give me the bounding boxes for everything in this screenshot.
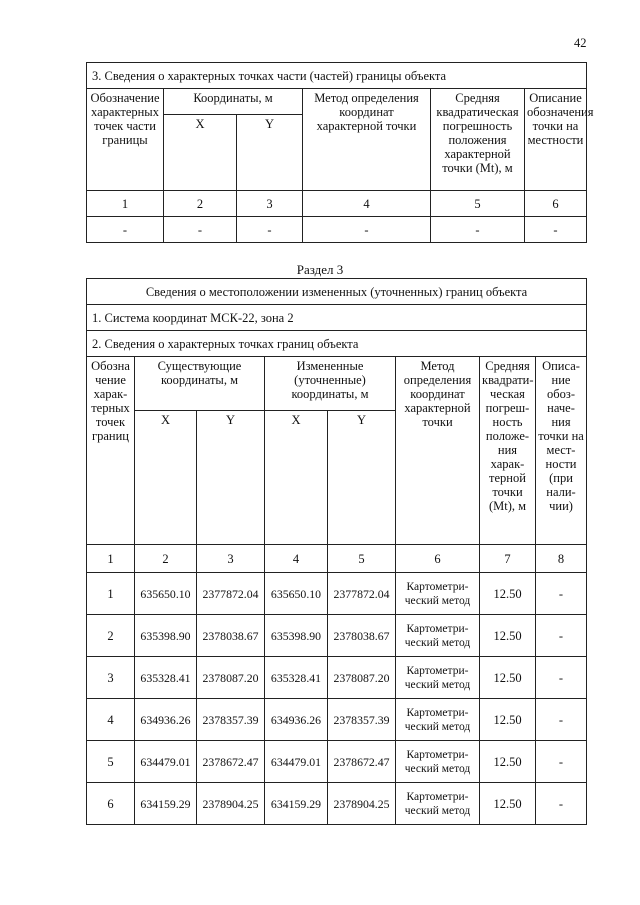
table-cell: 2378087.20 <box>197 657 265 699</box>
table-row <box>87 217 587 243</box>
table-cell: - <box>87 217 164 243</box>
table-cell: 2377872.04 <box>328 573 396 615</box>
header-x: X <box>164 115 237 191</box>
table-cell: 634936.26 <box>135 699 197 741</box>
table-cell: 2378038.67 <box>328 615 396 657</box>
header-description: Описа-ние обоз-наче-ния точки на мест-ности (при нали-чии) <box>536 357 587 545</box>
header-point-designation: Обозначение характерных точек части границы <box>87 89 164 191</box>
table-cell: 635398.90 <box>265 615 328 657</box>
col-num: 3 <box>237 191 303 217</box>
point-number-cell: 3 <box>87 657 135 699</box>
table-cell: 2378904.25 <box>197 783 265 825</box>
col-num: 1 <box>87 191 164 217</box>
table-cell: 12.50 <box>480 699 536 741</box>
table-cell: 635398.90 <box>135 615 197 657</box>
table-cell: 12.50 <box>480 783 536 825</box>
table-cell: 634479.01 <box>135 741 197 783</box>
column-numbers-row <box>87 191 587 217</box>
table-cell: - <box>303 217 431 243</box>
table-cell: 2378357.39 <box>197 699 265 741</box>
part-boundary-points-table <box>86 62 594 243</box>
table-cell: - <box>536 657 587 699</box>
header-method: Метод определения координат характерной точки <box>303 89 431 191</box>
table-cell: 634159.29 <box>265 783 328 825</box>
header-point-designation: Обозна чение харак-терных точек границ <box>87 357 135 545</box>
table-cell: 634479.01 <box>265 741 328 783</box>
part3-title: 3. Сведения о характерных точках части (частей) границы объекта <box>87 63 587 89</box>
table-cell: 12.50 <box>480 741 536 783</box>
table-row <box>87 615 587 657</box>
table-cell: 12.50 <box>480 657 536 699</box>
col-num: 3 <box>197 545 265 573</box>
table-cell: - <box>525 217 587 243</box>
header-y: Y <box>197 411 265 545</box>
table-cell: - <box>164 217 237 243</box>
col-num: 4 <box>303 191 431 217</box>
table-cell: 12.50 <box>480 615 536 657</box>
table-cell: - <box>431 217 525 243</box>
point-number-cell: 1 <box>87 573 135 615</box>
table-cell: 635328.41 <box>265 657 328 699</box>
method-cell: Картометри-ческий метод <box>396 741 480 783</box>
header-y: Y <box>328 411 396 545</box>
col-num: 1 <box>87 545 135 573</box>
table-cell: - <box>536 741 587 783</box>
table-cell: - <box>536 615 587 657</box>
table-cell: 635650.10 <box>135 573 197 615</box>
table-cell: 2378038.67 <box>197 615 265 657</box>
table-cell: - <box>536 783 587 825</box>
table-cell: - <box>536 699 587 741</box>
table-row <box>87 573 587 615</box>
col-num: 6 <box>396 545 480 573</box>
header-error: Средняя квадрати-ческая погреш-ность положе-ния харак-терной точки (Mt), м <box>480 357 536 545</box>
col-num: 5 <box>431 191 525 217</box>
table-cell: 634936.26 <box>265 699 328 741</box>
col-num: 8 <box>536 545 587 573</box>
col-num: 2 <box>164 191 237 217</box>
method-cell: Картометри-ческий метод <box>396 699 480 741</box>
table-cell: 2378357.39 <box>328 699 396 741</box>
col-num: 6 <box>525 191 587 217</box>
header-x: X <box>135 411 197 545</box>
method-cell: Картометри-ческий метод <box>396 783 480 825</box>
table-row <box>87 783 587 825</box>
header-existing-coordinates: Существующие координаты, м <box>135 357 265 411</box>
method-cell: Картометри-ческий метод <box>396 615 480 657</box>
column-numbers-row <box>87 545 587 573</box>
header-y: Y <box>237 115 303 191</box>
table-cell: - <box>237 217 303 243</box>
changed-boundary-table <box>86 278 587 825</box>
table-cell: 2378672.47 <box>197 741 265 783</box>
main-title: Сведения о местоположении измененных (уточненных) границ объекта <box>87 279 587 305</box>
header-description: Описание обозначения точки на местности <box>525 89 587 191</box>
points-subtitle: 2. Сведения о характерных точках границ объекта <box>87 331 587 357</box>
table-cell: - <box>536 573 587 615</box>
col-num: 4 <box>265 545 328 573</box>
header-method: Метод определения координат характерной точки <box>396 357 480 545</box>
header-changed-coordinates: Измененные (уточненные) координаты, м <box>265 357 396 411</box>
coordinate-system: 1. Система координат МСК-22, зона 2 <box>87 305 587 331</box>
point-number-cell: 6 <box>87 783 135 825</box>
table-row <box>87 699 587 741</box>
table-row <box>87 741 587 783</box>
header-error: Средняя квадратическая погрешность положения характерной точки (Mt), м <box>431 89 525 191</box>
table-cell: 12.50 <box>480 573 536 615</box>
col-num: 5 <box>328 545 396 573</box>
table-cell: 635650.10 <box>265 573 328 615</box>
point-number-cell: 5 <box>87 741 135 783</box>
table-cell: 2377872.04 <box>197 573 265 615</box>
page-number: 42 <box>574 36 587 50</box>
point-number-cell: 4 <box>87 699 135 741</box>
table-cell: 2378087.20 <box>328 657 396 699</box>
table-cell: 634159.29 <box>135 783 197 825</box>
method-cell: Картометри-ческий метод <box>396 657 480 699</box>
table-cell: 2378672.47 <box>328 741 396 783</box>
header-coordinates: Координаты, м <box>164 89 303 115</box>
method-cell: Картометри-ческий метод <box>396 573 480 615</box>
table-cell: 2378904.25 <box>328 783 396 825</box>
header-x: X <box>265 411 328 545</box>
section-title: Раздел 3 <box>296 262 344 277</box>
table-row <box>87 657 587 699</box>
table-cell: 635328.41 <box>135 657 197 699</box>
col-num: 2 <box>135 545 197 573</box>
point-number-cell: 2 <box>87 615 135 657</box>
col-num: 7 <box>480 545 536 573</box>
